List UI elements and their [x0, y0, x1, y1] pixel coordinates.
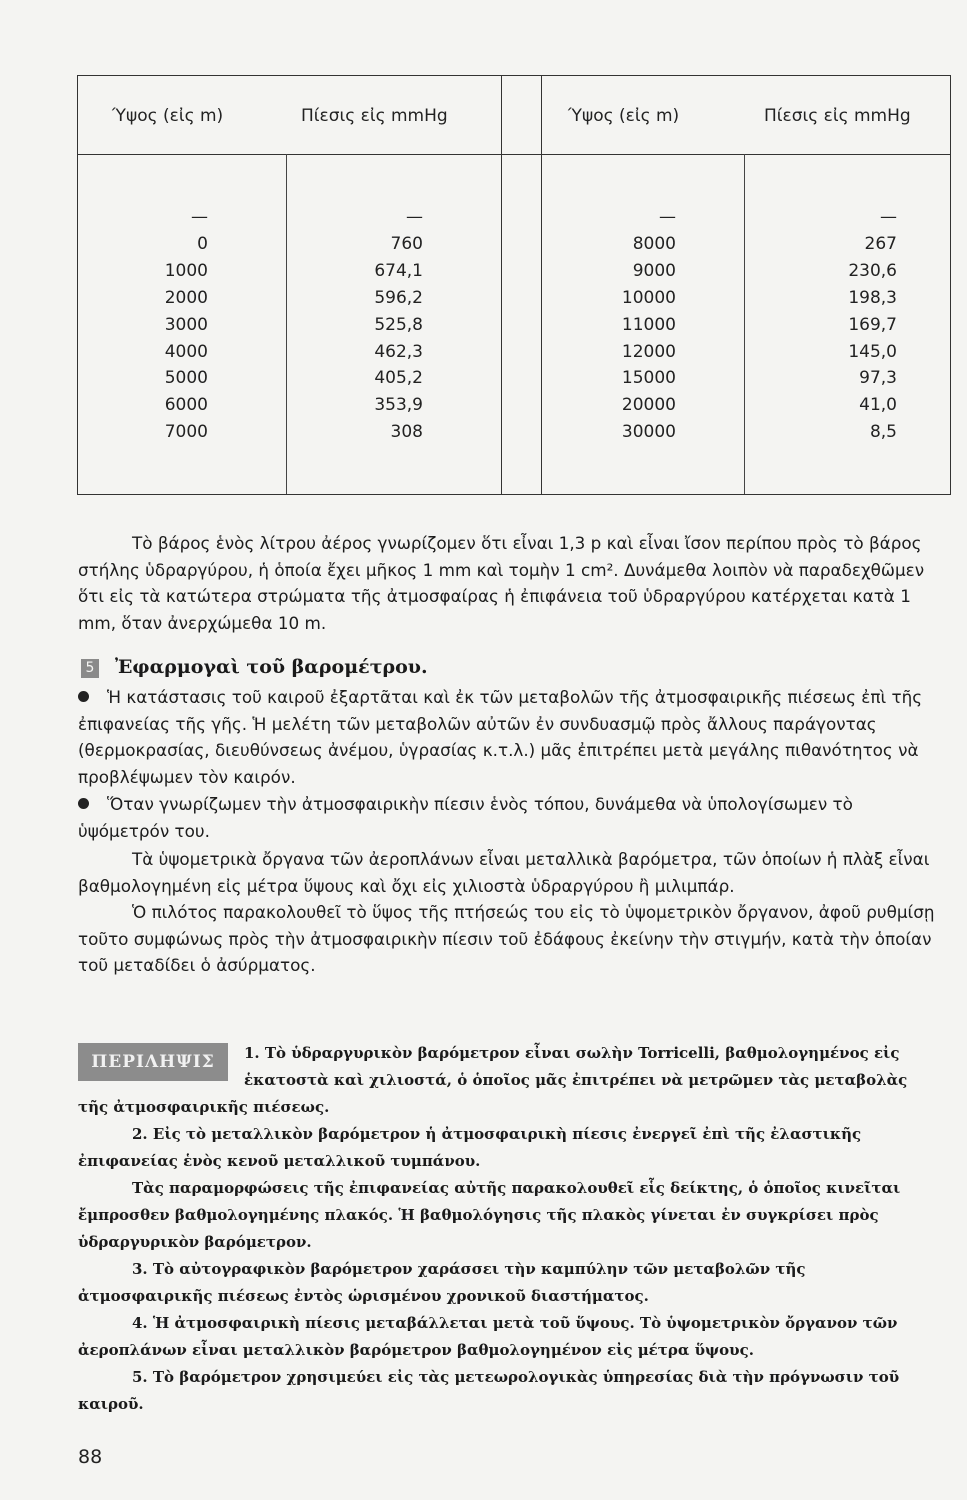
table-cell: 0	[197, 233, 208, 254]
bullet-weather	[78, 684, 944, 790]
table-cell: 3000	[164, 314, 208, 335]
table-center-divider	[501, 76, 502, 494]
paragraph-altimeter: Τὰ ὑψομετρικὰ ὄργανα τῶν ἀεροπλάνων εἶναι μεταλλικὰ βαρόμετρα, τῶν ὁποίων ἡ πλὰξ εἶναι βαθμολογημένη εἰς μέτρα ὕψους καὶ ὄχι εἰς χιλιοστὰ ὑδραργύρου ἢ μιλιμπάρ.	[78, 849, 930, 896]
summary-item-1-continuation: τῆς ἀτμοσφαιρικῆς πιέσεως.	[78, 1098, 330, 1116]
table-cell: 405,2	[374, 368, 423, 389]
table-cell: 7000	[164, 422, 208, 443]
bullet-dot-icon	[78, 691, 89, 702]
table-cell: 10000	[621, 287, 676, 308]
column-right-heights	[576, 204, 676, 446]
table-cell: 267	[864, 233, 897, 254]
table-cell: 230,6	[848, 260, 897, 281]
table-cell: —	[406, 207, 423, 227]
header-pressure-right: Πίεσις εἰς mmHg	[764, 106, 911, 126]
table-cell: 20000	[621, 395, 676, 416]
bullet-altitude-text: Ὅταν γνωρίζωμεν τὴν ἀτμοσφαιρικὴν πίεσιν ἑνὸς τόπου, δυνάμεθα νὰ ὑπολογίσωμεν τὸ ὑψόμετρόν του.	[78, 794, 853, 841]
table-cell: 9000	[632, 260, 676, 281]
bullet-dot-icon	[78, 798, 89, 809]
table-cell: 145,0	[848, 341, 897, 362]
table-cell: 97,3	[859, 368, 897, 389]
table-cell: 198,3	[848, 287, 897, 308]
table-cell: 1000	[164, 260, 208, 281]
table-cell: 15000	[621, 368, 676, 389]
table-center-divider-second	[541, 76, 542, 494]
table-cell: 525,8	[374, 314, 423, 335]
summary-item-4: 4. Ἡ ἀτμοσφαιρικὴ πίεσις μεταβάλλεται μετὰ τοῦ ὕψους. Τὸ ὑψομετρικὸν ὄργανον τῶν ἀεροπλάνων εἶναι μεταλλικὸν βαρόμετρον βαθμολογημένον εἰς μέτρα ὕψους.	[78, 1314, 898, 1359]
column-left-heights	[128, 204, 208, 446]
summary-item-2b: Τὰς παραμορφώσεις τῆς ἐπιφανείας αὐτῆς παρακολουθεῖ εἷς δείκτης, ὁ ὁποῖος κινεῖται ἔμπροσθεν βαθμολογημένης πλακός. Ἡ βαθμολόγησις τῆς πλακὸς γίνεται ἐν συγκρίσει πρὸς ὑδραργυρικὸν βαρόμετρον.	[78, 1179, 901, 1251]
column-left-pressures	[343, 204, 423, 446]
summary-badge: ΠΕΡΙΛΗΨΙΣ	[78, 1043, 228, 1081]
section-title: Ἐφαρμογαὶ τοῦ βαρομέτρου.	[115, 656, 428, 678]
summary-item-3: 3. Τὸ αὐτογραφικὸν βαρόμετρον χαράσσει τὴν καμπύλην τῶν μεταβολῶν τῆς ἀτμοσφαιρικῆς πιέσεως ἐντὸς ὡρισμένου χρονικοῦ διαστήματος.	[78, 1260, 806, 1305]
table-cell: —	[659, 207, 676, 227]
table-cell: —	[191, 207, 208, 227]
table-left-column-divider	[286, 154, 287, 494]
section-heading	[81, 656, 428, 678]
summary-list	[78, 1094, 944, 1418]
table-cell: 760	[390, 233, 423, 254]
table-cell: 6000	[164, 395, 208, 416]
table-cell: 353,9	[374, 395, 423, 416]
summary-item-2: 2. Εἰς τὸ μεταλλικὸν βαρόμετρον ἡ ἀτμοσφαιρικὴ πίεσις ἐνεργεῖ ἐπὶ τῆς ἐλαστικῆς ἐπιφανείας ἑνὸς κενοῦ μεταλλικοῦ τυμπάνου.	[78, 1125, 862, 1170]
table-right-column-divider	[744, 154, 745, 494]
table-header-rule	[78, 154, 950, 155]
table-cell: 308	[390, 422, 423, 443]
bullet-altitude	[78, 791, 944, 844]
table-cell: —	[880, 207, 897, 227]
column-right-pressures	[798, 204, 897, 446]
paragraph-air-weight: Τὸ βάρος ἑνὸς λίτρου ἀέρος γνωρίζομεν ὅτι εἶναι 1,3 p καὶ εἶναι ἴσον περίπου πρὸς τὸ βάρος στήλης ὑδραργύρου, ἡ ὁποία ἔχει μῆκος 1 mm καὶ τομὴν 1 cm². Δυνάμεθα λοιπὸν νὰ παραδεχθῶμεν ὅτι εἰς τὰ κατώτερα στρώματα τῆς ἀτμοσφαίρας ἡ ἐπιφάνεια τοῦ ὑδραργύρου κατέρχεται κατὰ 1 mm, ὅταν ἀνερχώμεθα 10 m.	[78, 533, 925, 633]
summary-item-5: 5. Τὸ βαρόμετρον χρησιμεύει εἰς τὰς μετεωρολογικὰς ὑπηρεσίας διὰ τὴν πρόγνωσιν τοῦ καιροῦ.	[78, 1368, 900, 1413]
header-height-left: Ύψος (εἰς m)	[112, 106, 224, 126]
header-pressure-left: Πίεσις εἰς mmHg	[301, 106, 448, 126]
table-cell: 674,1	[374, 260, 423, 281]
table-cell: 4000	[164, 341, 208, 362]
page-number: 88	[78, 1446, 103, 1468]
paragraph-pilot: Ὁ πιλότος παρακολουθεῖ τὸ ὕψος τῆς πτήσεώς του εἰς τὸ ὑψομετρικὸν ὄργανον, ἀφοῦ ρυθμίσῃ τοῦτο συμφώνως πρὸς τὴν ἀτμοσφαιρικὴν πίεσιν τοῦ ἐδάφους ἐκείνην τὴν στιγμήν, κατὰ τὴν ὁποίαν τοῦ μεταδίδει ὁ ἀσύρματος.	[78, 902, 935, 975]
summary-item-1: 1. Τὸ ὑδραργυρικὸν βαρόμετρον εἶναι σωλὴν Torricelli, βαθμολογημένος εἰς ἑκατοστὰ καὶ χιλιοστά, ὁ ὁποῖος μᾶς ἐπιτρέπει νὰ μετρῶμεν τὰς μεταβολὰς	[244, 1044, 908, 1089]
table-cell: 8000	[632, 233, 676, 254]
table-cell: 169,7	[848, 314, 897, 335]
section-number-badge: 5	[81, 659, 99, 678]
table-cell: 5000	[164, 368, 208, 389]
header-height-right: Ύψος (εἰς m)	[568, 106, 680, 126]
table-cell: 11000	[621, 314, 676, 335]
table-cell: 596,2	[374, 287, 423, 308]
table-cell: 41,0	[859, 395, 897, 416]
table-cell: 2000	[164, 287, 208, 308]
table-cell: 8,5	[869, 422, 897, 443]
table-cell: 30000	[621, 422, 676, 443]
table-cell: 12000	[621, 341, 676, 362]
pressure-altitude-table	[77, 75, 951, 495]
table-cell: 462,3	[374, 341, 423, 362]
bullet-weather-text: Ἡ κατάστασις τοῦ καιροῦ ἐξαρτᾶται καὶ ἐκ τῶν μεταβολῶν τῆς ἀτμοσφαιρικῆς πιέσεως ἐπὶ τῆς ἐπιφανείας τῆς γῆς. Ἡ μελέτη τῶν μεταβολῶν αὐτῶν ἐν συνδυασμῷ πρὸς ἄλλους παράγοντας (θερμοκρασίας, διευθύνσεως ἀνέμου, ὑγρασίας κ.τ.λ.) μᾶς ἐπιτρέπει μετὰ μεγάλης πιθανότητος νὰ προβλέψωμεν τὸν καιρόν.	[78, 687, 923, 787]
